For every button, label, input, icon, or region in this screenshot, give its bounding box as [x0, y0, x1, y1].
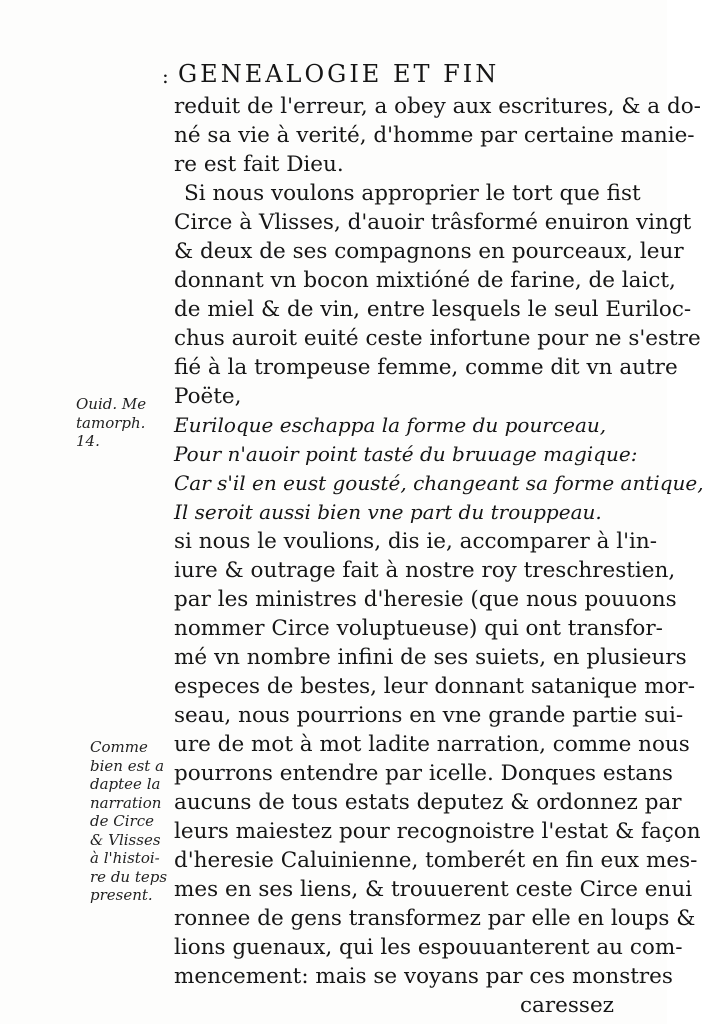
- text-line: Circe à Vlisses, d'auoir trâsformé enuiron vingt: [174, 210, 692, 235]
- margin-note-line: de Circe: [90, 812, 154, 830]
- text-line: & deux de ses compagnons en pourceaux, leur: [174, 239, 684, 264]
- main-text-block: [174, 92, 704, 1020]
- text-line: lions guenaux, qui les espouuanterent au com-: [174, 935, 683, 960]
- margin-note-line: Comme: [90, 738, 148, 756]
- margin-note-line: narration: [90, 793, 162, 812]
- text-line: mes en ses liens, & trouuerent ceste Circe enui: [174, 877, 693, 902]
- text-line: nommer Circe voluptueuse) qui ont transfor-: [174, 616, 663, 641]
- text-line: donnant vn bocon mixtióné de farine, de laict,: [174, 268, 676, 293]
- text-line: mencement: mais se voyans par ces monstres: [174, 964, 673, 989]
- margin-note-line: & Vlisses: [90, 830, 161, 849]
- text-line: si nous le voulions, dis ie, accomparer à l'in-: [174, 529, 657, 554]
- margin-note-line: 14.: [76, 432, 100, 450]
- text-line: par les ministres d'heresie (que nous pouuons: [174, 587, 677, 612]
- text-line: chus auroit euité ceste infortune pour ne s'estre: [174, 326, 701, 351]
- margin-note-line: à l'histoi-: [90, 849, 160, 867]
- margin-note-line: re du teps: [90, 867, 168, 886]
- text-line: aucuns de tous estats deputez & ordonnez par: [174, 790, 682, 815]
- verse-line: Car s'il en eust gousté, changeant sa forme antique,: [174, 471, 704, 495]
- text-line: re est fait Dieu.: [174, 152, 344, 177]
- text-line: Si nous voulons approprier le tort que fist: [184, 181, 641, 206]
- text-line: reduit de l'erreur, a obey aux escritures, & a do-: [174, 94, 701, 119]
- text-line: ure de mot à mot ladite narration, comme nous: [174, 732, 690, 757]
- verse-line: Pour n'auoir point tasté du bruuage magique:: [174, 442, 638, 466]
- text-line: mé vn nombre infini de ses suiets, en plusieurs: [174, 645, 687, 670]
- text-line: d'heresie Caluinienne, tomberét en fin eux mes-: [174, 848, 698, 873]
- margin-note-line: tamorph.: [76, 413, 146, 432]
- verse-line: Euriloque eschappa la forme du pourceau,: [174, 413, 607, 437]
- folio-mark: :: [162, 64, 169, 88]
- text-line: pourrons entendre par icelle. Donques estans: [174, 761, 673, 786]
- margin-note-line: Ouid. Me: [76, 395, 147, 413]
- text-line: de miel & de vin, entre lesquels le seul Euriloc-: [174, 297, 692, 322]
- text-line: Poëte,: [174, 384, 242, 409]
- margin-note-line: daptee la: [90, 775, 161, 793]
- text-line: leurs maiestez pour recognoistre l'estat & façon: [174, 819, 701, 844]
- text-line: ronnee de gens transformez par elle en loups &: [174, 906, 696, 931]
- margin-note-comme: [90, 738, 167, 905]
- verse-line: Il seroit aussi bien vne part du trouppeau.: [174, 500, 602, 524]
- margin-note-line: bien est a: [90, 756, 165, 775]
- text-line: né sa vie à verité, d'homme par certaine manie-: [174, 123, 695, 148]
- catchword: caressez: [520, 993, 614, 1018]
- margin-note-ovid: [76, 395, 146, 451]
- text-line: iure & outrage fait à nostre roy treschrestien,: [174, 558, 676, 583]
- running-title: GENEALOGIE ET FIN: [178, 60, 500, 88]
- text-line: fié à la trompeuse femme, comme dit vn autre: [174, 355, 678, 380]
- text-line: seau, nous pourrions en vne grande partie sui-: [174, 703, 684, 728]
- text-line: especes de bestes, leur donnant satanique mor-: [174, 674, 695, 699]
- margin-note-line: present.: [90, 886, 153, 904]
